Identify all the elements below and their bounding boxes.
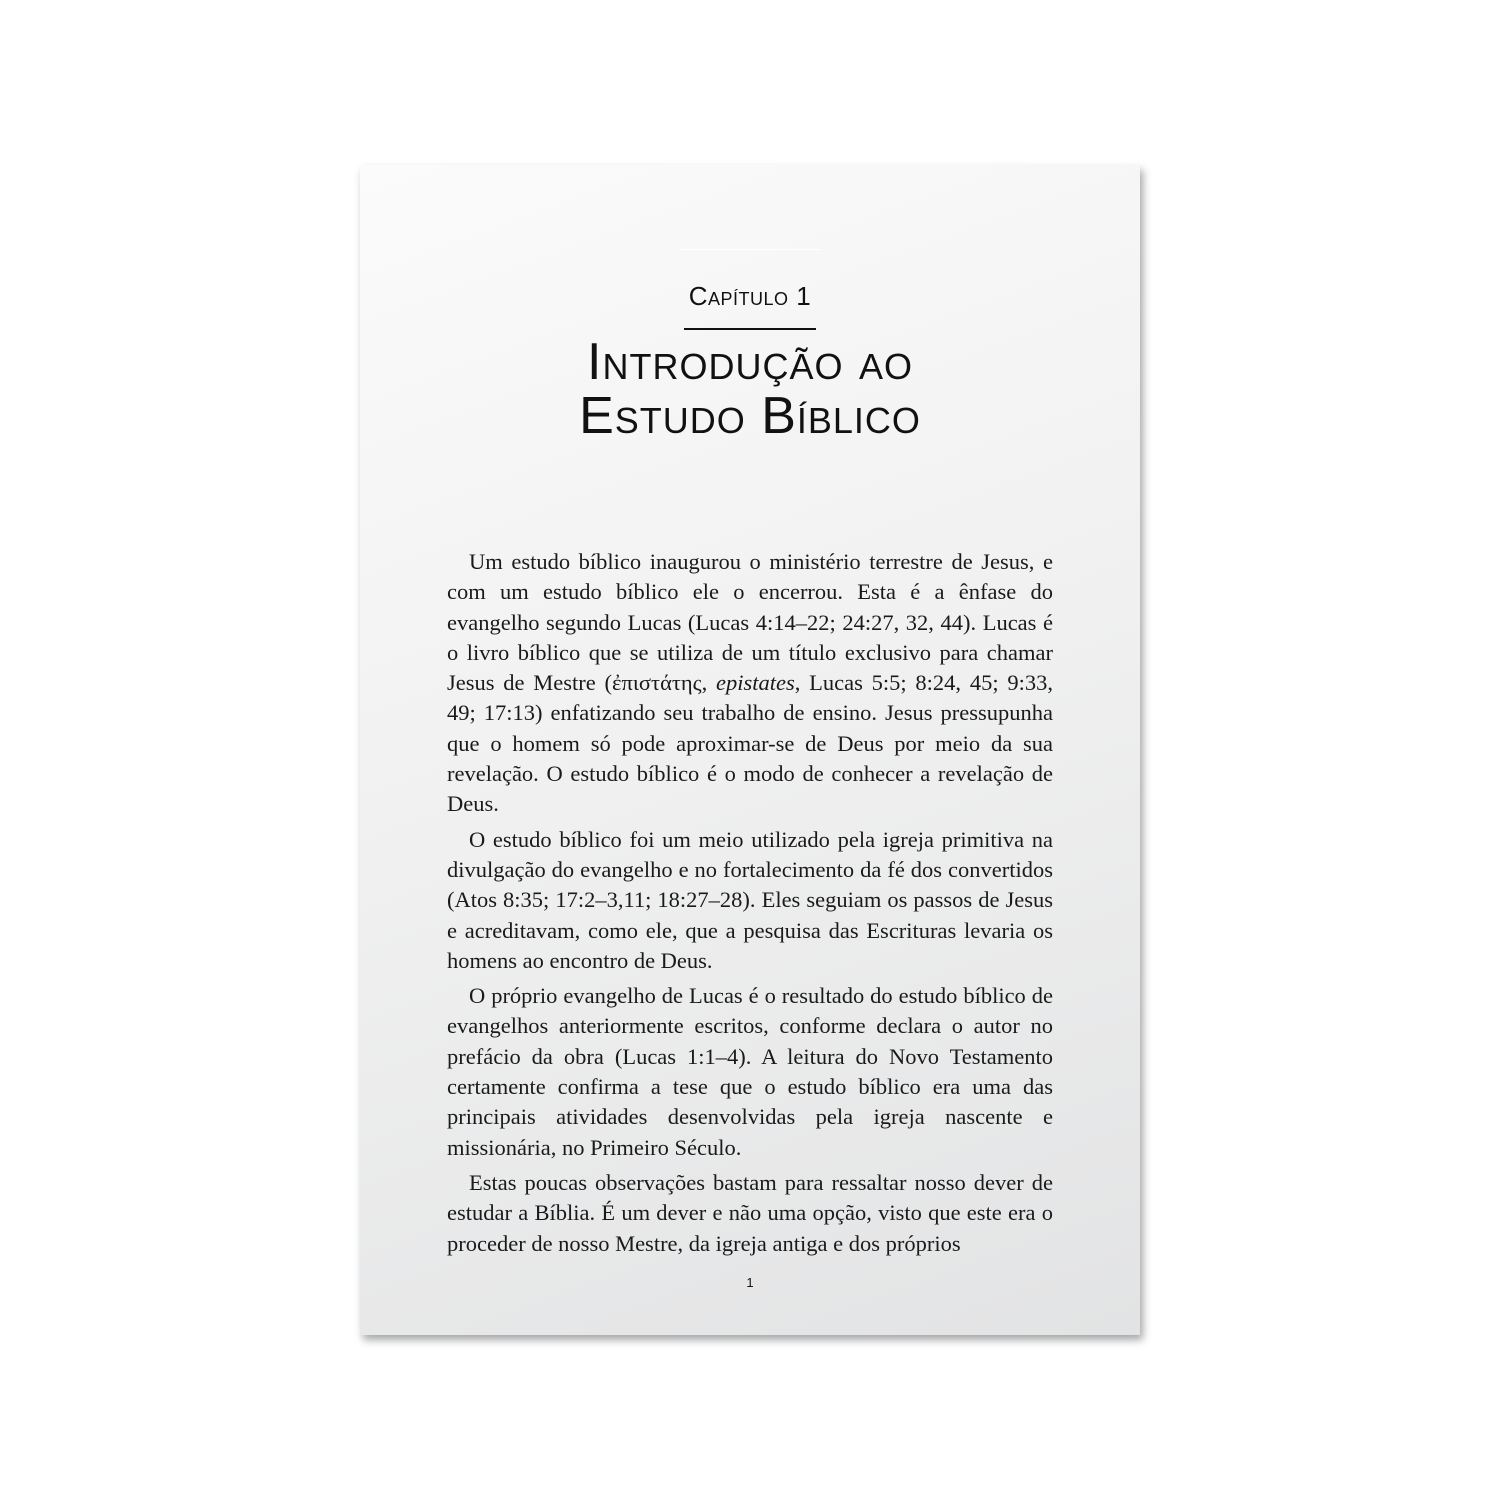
paragraph-1: [447, 547, 1053, 820]
book-page: [360, 165, 1140, 1335]
chapter-title-line-1: Introdução ao: [587, 333, 913, 391]
body-text: [447, 547, 1053, 1264]
chapter-label: Capítulo 1: [688, 281, 812, 311]
transliteration: epistates: [716, 670, 795, 696]
chapter-title: [360, 335, 1140, 443]
paragraph-1-sep: ,: [701, 670, 716, 696]
chapter-divider: [684, 328, 816, 330]
paragraph-3: O próprio evangelho de Lucas é o resultado do estudo bíblico de evangelhos anteriormente escritos, conforme declara o autor no prefácio da obra (Lucas 1:1–4). A leitura do Novo Testamento certamente confirma a tese que o estudo bíblico era uma das principais atividades desenvolvidas pela igreja nascente e missionária, no Primeiro Século.: [447, 983, 1053, 1160]
top-rule: [680, 249, 820, 250]
chapter-title-line-2: Estudo Bíblico: [579, 387, 921, 445]
greek-word: ἐπιστάτης: [612, 670, 702, 696]
paragraph-4: Estas poucas observações bastam para ressaltar nosso dever de estudar a Bíblia. É um dever e não uma opção, visto que este era o proceder de nosso Mestre, da igreja antiga e dos próprios: [447, 1169, 1053, 1256]
paragraph-1-text-a: Um estudo bíblico inaugurou o ministério terrestre de Jesus, e com um estudo bíblico ele o encerrou. Esta é a ênfase do evangelho segundo Lucas (Lucas 4:14–22; 24:27, 32, 44). Lucas é o livro bíblico que se utiliza de um título exclusivo para chamar Jesus de Mestre (: [447, 549, 1053, 696]
paragraph-2: O estudo bíblico foi um meio utilizado pela igreja primitiva na divulgação do evangelho e no fortalecimento da fé dos convertidos (Atos 8:35; 17:2–3,11; 18:27–28). Eles seguiam os passos de Jesus e acreditavam, como ele, que a pesquisa das Escrituras levaria os homens ao encontro de Deus.: [447, 826, 1053, 973]
paragraph-1-text-b: , Lucas 5:5; 8:24, 45; 9:33, 49; 17:13) enfatizando seu trabalho de ensino. Jesus pressupunha que o homem só pode aproximar-se de Deus por meio da sua revelação. O estudo bíblico é o modo de conhecer a revelação de Deus.: [447, 670, 1053, 817]
page-number: 1: [746, 1275, 754, 1290]
